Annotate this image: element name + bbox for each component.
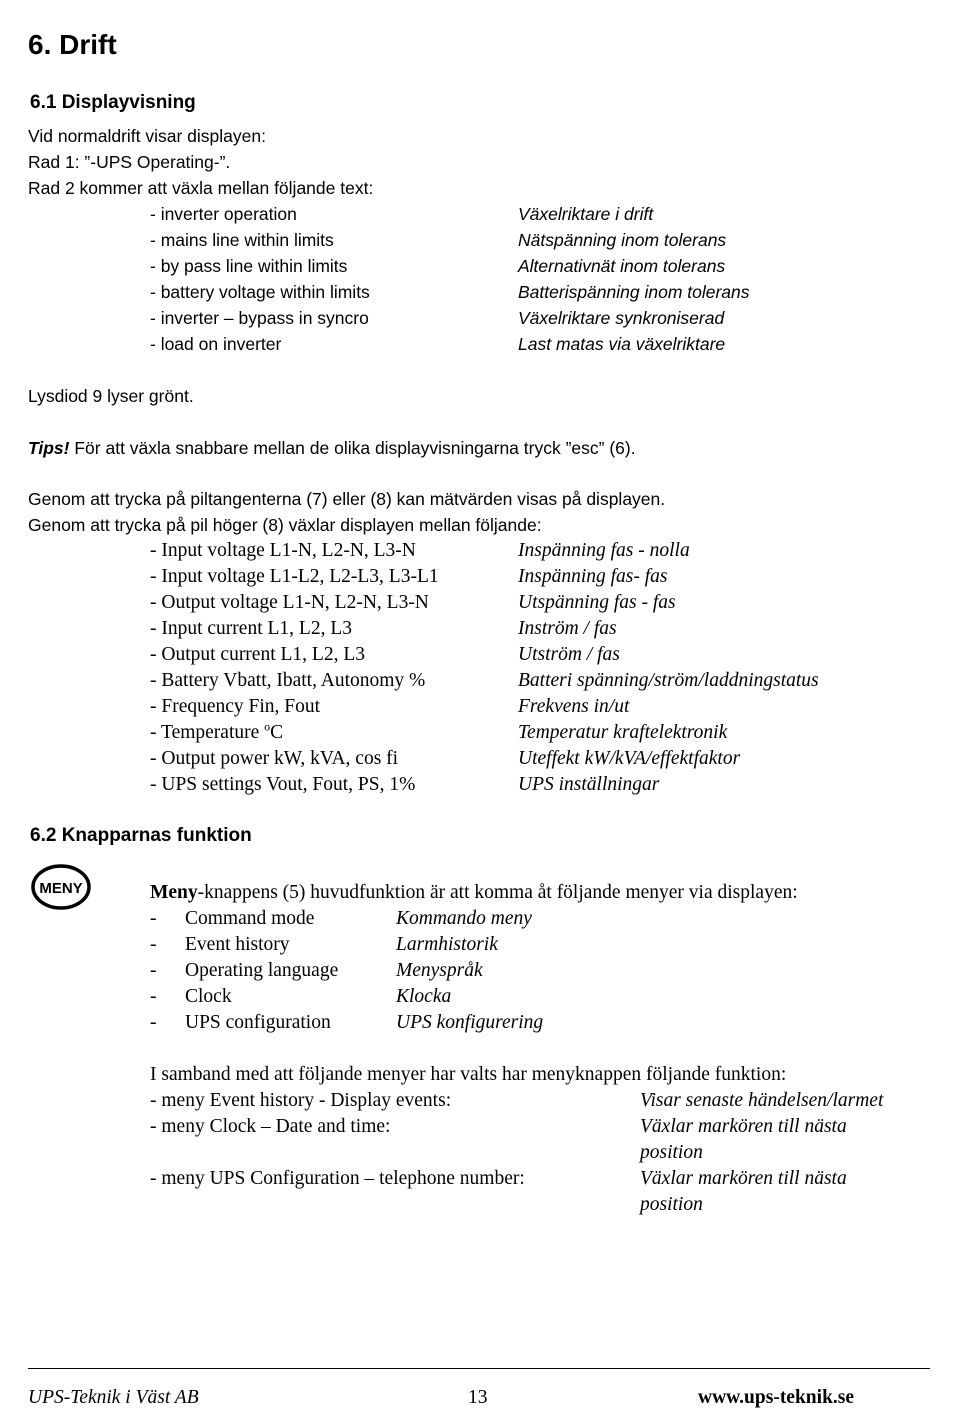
samband-text: I samband med att följande menyer har valts har menyknappen följande funktion: bbox=[150, 1064, 787, 1085]
meny-intro-rest: -knappens (5) huvudfunktion är att komma åt följande menyer via displayen: bbox=[197, 882, 798, 903]
menu-en-5: UPS configuration bbox=[185, 1012, 331, 1033]
status-sv-3: Alternativnät inom tolerans bbox=[518, 256, 726, 276]
status-en-2: - mains line within limits bbox=[150, 230, 334, 250]
measure-sv-1: Inspänning fas - nolla bbox=[518, 540, 690, 561]
led-text: Lysdiod 9 lyser grönt. bbox=[28, 386, 194, 406]
measure-en-2: - Input voltage L1-L2, L2-L3, L3-L1 bbox=[150, 566, 439, 587]
measure-sv-7: Frekvens in/ut bbox=[518, 696, 630, 717]
measure-en-4: - Input current L1, L2, L3 bbox=[150, 618, 352, 639]
footer-page-number: 13 bbox=[468, 1387, 488, 1408]
func-en-1: - meny Event history - Display events: bbox=[150, 1090, 452, 1111]
temperature-label: - Temperature bbox=[150, 722, 265, 743]
measure-sv-2: Inspänning fas- fas bbox=[518, 566, 668, 587]
func-en-2: - meny Clock – Date and time: bbox=[150, 1116, 391, 1137]
menu-dash-1: - bbox=[150, 908, 157, 929]
func-sv-3b: position bbox=[640, 1194, 703, 1215]
menu-en-4: Clock bbox=[185, 986, 232, 1007]
status-en-6: - load on inverter bbox=[150, 334, 282, 354]
measure-sv-5: Utström / fas bbox=[518, 644, 620, 665]
menu-sv-1: Kommando meny bbox=[396, 908, 532, 929]
measure-en-9: - Output power kW, kVA, cos fi bbox=[150, 748, 399, 769]
status-sv-1: Växelriktare i drift bbox=[518, 204, 654, 224]
measure-en-7: - Frequency Fin, Fout bbox=[150, 696, 321, 717]
menu-en-3: Operating language bbox=[185, 960, 339, 981]
func-en-3: - meny UPS Configuration – telephone number: bbox=[150, 1168, 525, 1189]
measure-sv-10: UPS inställningar bbox=[518, 774, 660, 795]
page-title: 6. Drift bbox=[28, 29, 117, 60]
measure-sv-8: Temperatur kraftelektronik bbox=[518, 722, 728, 743]
status-sv-6: Last matas via växelriktare bbox=[518, 334, 726, 354]
menu-dash-4: - bbox=[150, 986, 157, 1007]
measure-sv-9: Uteffekt kW/kVA/effektfaktor bbox=[518, 748, 741, 769]
measure-en-8 bbox=[150, 719, 284, 744]
menu-sv-5: UPS konfigurering bbox=[396, 1012, 544, 1033]
measure-en-10: - UPS settings Vout, Fout, PS, 1% bbox=[150, 774, 416, 795]
row1-text: Rad 1: ”-UPS Operating-”. bbox=[28, 152, 231, 172]
tips-label: Tips! bbox=[28, 438, 70, 458]
tips-text: För att växla snabbare mellan de olika displayvisningarna tryck ”esc” (6). bbox=[69, 438, 636, 458]
menu-sv-3: Menyspråk bbox=[396, 960, 483, 981]
menu-en-1: Command mode bbox=[185, 908, 315, 929]
section-heading-6-2: 6.2 Knapparnas funktion bbox=[30, 825, 252, 846]
temperature-unit: C bbox=[270, 722, 284, 743]
menu-dash-3: - bbox=[150, 960, 157, 981]
meny-intro bbox=[150, 882, 798, 904]
arrow-keys-text: Genom att trycka på piltangenterna (7) eller (8) kan mätvärden visas på displayen. bbox=[28, 489, 666, 509]
measure-sv-4: Inström / fas bbox=[518, 618, 617, 639]
func-sv-3a: Växlar markören till nästa bbox=[640, 1168, 847, 1189]
row2-text: Rad 2 kommer att växla mellan följande text: bbox=[28, 178, 374, 198]
meny-bold: Meny bbox=[150, 882, 198, 903]
func-sv-1: Visar senaste händelsen/larmet bbox=[640, 1090, 884, 1111]
tips-paragraph bbox=[28, 437, 636, 459]
measure-en-1: - Input voltage L1-N, L2-N, L3-N bbox=[150, 540, 416, 561]
menu-dash-5: - bbox=[150, 1012, 157, 1033]
footer-divider bbox=[28, 1368, 930, 1369]
right-arrow-text: Genom att trycka på pil höger (8) växlar displayen mellan följande: bbox=[28, 515, 542, 535]
menu-dash-2: - bbox=[150, 934, 157, 955]
status-sv-5: Växelriktare synkroniserad bbox=[518, 308, 725, 328]
measure-en-6: - Battery Vbatt, Ibatt, Autonomy % bbox=[150, 670, 426, 691]
footer-company: UPS-Teknik i Väst AB bbox=[28, 1387, 199, 1408]
status-sv-4: Batterispänning inom tolerans bbox=[518, 282, 750, 302]
footer-website-link[interactable]: www.ups-teknik.se bbox=[698, 1387, 855, 1408]
measure-sv-6: Batteri spänning/ström/laddningstatus bbox=[518, 670, 819, 691]
measure-sv-3: Utspänning fas - fas bbox=[518, 592, 676, 613]
meny-button-icon bbox=[30, 862, 92, 912]
normal-operation-text: Vid normaldrift visar displayen: bbox=[28, 126, 266, 146]
status-sv-2: Nätspänning inom tolerans bbox=[518, 230, 727, 250]
func-sv-2b: position bbox=[640, 1142, 703, 1163]
degree-sup: o bbox=[264, 719, 271, 734]
func-sv-2a: Växlar markören till nästa bbox=[640, 1116, 847, 1137]
status-en-4: - battery voltage within limits bbox=[150, 282, 370, 302]
measure-en-3: - Output voltage L1-N, L2-N, L3-N bbox=[150, 592, 429, 613]
status-en-1: - inverter operation bbox=[150, 204, 297, 224]
status-en-5: - inverter – bypass in syncro bbox=[150, 308, 369, 328]
section-heading-6-1: 6.1 Displayvisning bbox=[30, 92, 196, 113]
menu-sv-4: Klocka bbox=[396, 986, 452, 1007]
menu-sv-2: Larmhistorik bbox=[396, 934, 498, 955]
menu-en-2: Event history bbox=[185, 934, 290, 955]
meny-icon-label: MENY bbox=[39, 880, 83, 897]
measure-en-5: - Output current L1, L2, L3 bbox=[150, 644, 365, 665]
status-en-3: - by pass line within limits bbox=[150, 256, 348, 276]
